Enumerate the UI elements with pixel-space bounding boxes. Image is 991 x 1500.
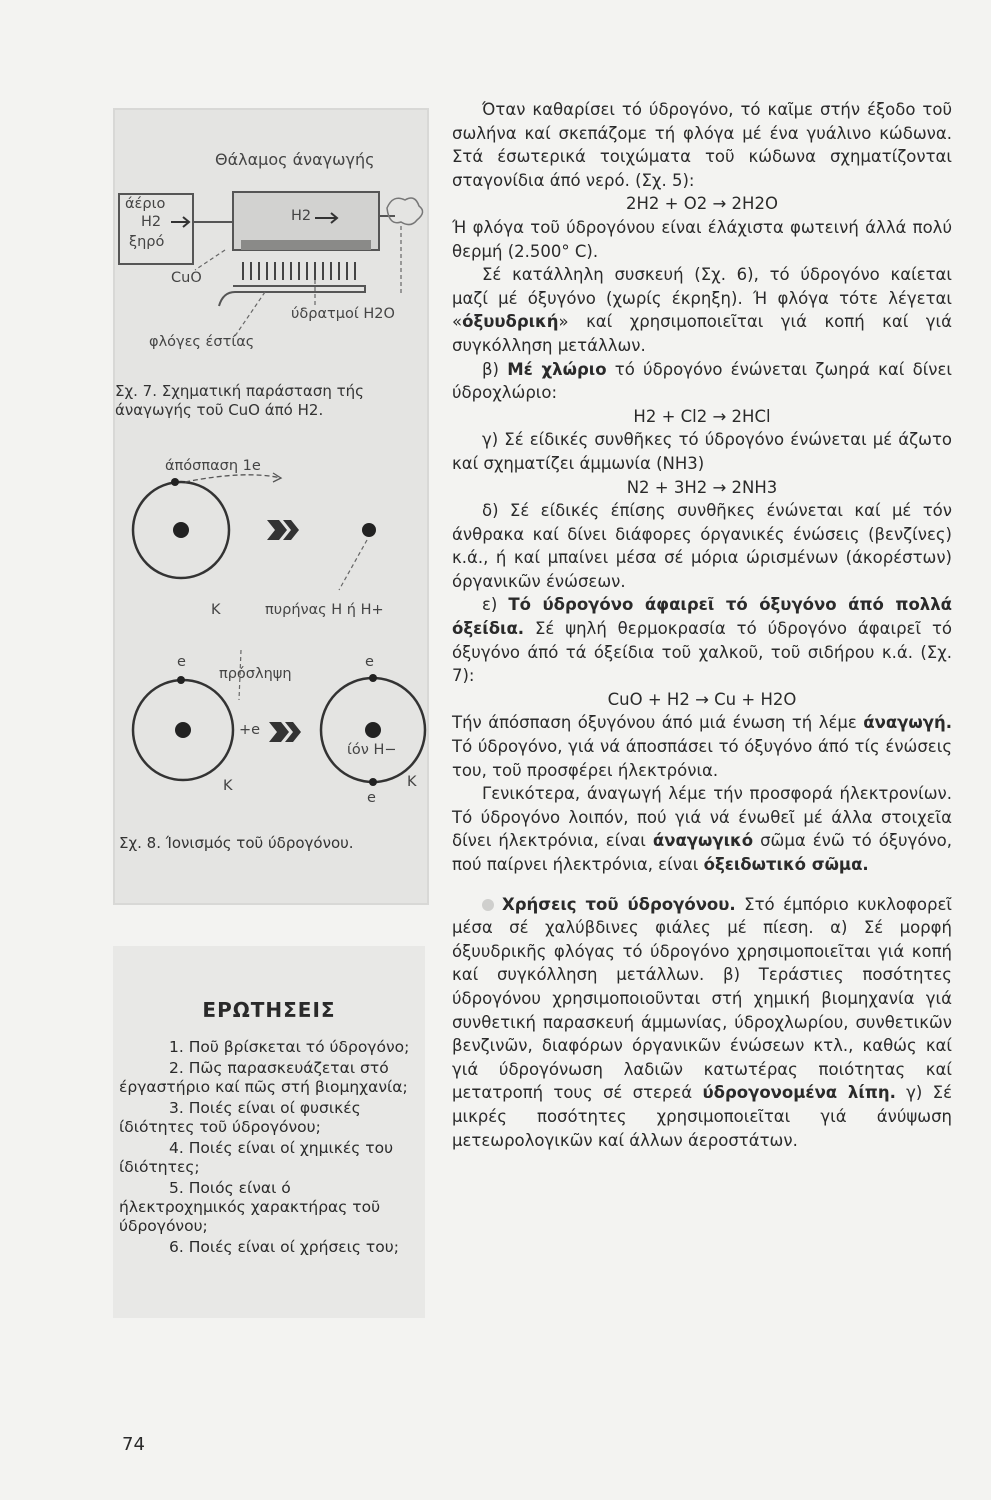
- paragraph-oxyhydrogen: [452, 263, 952, 357]
- gas-label-1: άέριο: [125, 196, 166, 212]
- electron-label-right: e: [365, 654, 374, 670]
- bold-term: Τό ύδρογόνο άφαιρεῖ τό όξυγόνο άπό πολλά όξείδια.: [452, 595, 952, 639]
- paragraph-nitrogen: γ) Σέ είδικές συνθῆκες τό ύδρογόνο ένώνεται μέ άζωτο καί σχηματίζει άμμωνία (NH3): [452, 430, 952, 473]
- gas-label-2: H2: [141, 214, 162, 230]
- question-item: 6. Ποιές είναι οί χρήσεις του;: [169, 1238, 399, 1256]
- questions-title: ΕΡΩΤΗΣΕΙΣ: [202, 998, 336, 1022]
- figure-panel: [113, 108, 429, 905]
- paragraph-flame: Ή φλόγα τοῦ ύδρογόνου είναι έλάχιστα φωτεινή άλλά πολύ θερμή (2.500° C).: [452, 217, 952, 261]
- bold-term: ύδρογονομένα λίπη.: [702, 1083, 896, 1103]
- bold-term: όξειδωτικό σῶμα.: [703, 855, 869, 874]
- bold-term: όξυυδρική: [462, 312, 559, 332]
- paragraph-general-reduction: [452, 782, 952, 876]
- equation-ammonia: N2 + 3H2 → 2NH3: [626, 477, 778, 497]
- text-span: Στό έμπόριο κυκλοφορεῖ μέσα σέ χαλύβδινες φιάλες μέ πίεση. α) Σέ μορφή όξυυδρικῆς φλόγας τό ύδρογόνο χρησιμοποιεῖται γιά κοπή καί συγκόλληση μετάλλων. β) Τεράστιες ποσότητες ύδρογόνου χρησιμοποιοῦνται στή χημική βιομηχανία γιά συνθετική παρασκευή άμμωνίας, ύδροχλωρίου, συνθετικῶν βενζινῶν, διαφόρων όργανικῶν ένώσεων κτλ., καθώς καί γιά ύδρογόνωση λαδιῶν κατωτέρας ποιότητας καί μετατροπή τους σέ στερεά: [452, 894, 952, 1103]
- detach-label: άπόσπαση 1e: [165, 458, 261, 474]
- bold-term: άναγωγή.: [863, 713, 952, 733]
- text-span: Σέ κατάλληλη συσκευή (Σχ. 6), τό ύδρογόνο καίεται μαζί μέ όξυγόνο (χωρίς έκρηξη). Ή φλόγα τότε λέγεται «: [452, 265, 952, 332]
- equation-water: 2H2 + O2 → 2H2O: [626, 194, 778, 214]
- text-span: ε): [482, 595, 509, 615]
- paragraph-chlorine: [452, 358, 952, 405]
- paragraph-carbon: δ) Σέ είδικές έπίσης συνθῆκες ένώνεται καί μέ τόν άνθρακα καί δίνει διάφορες όργανικές ένώσεις (βενζίνες) κ.ά., ή καί μπαίνει μέσα σέ μόρια ώρισμένων (άκορέστων) όργανικῶν ένώσεων.: [452, 501, 952, 591]
- steam-label: ύδρατμοί H2O: [291, 306, 395, 322]
- paragraph-uses: [452, 893, 952, 1153]
- ion-label: ίόν H−: [347, 742, 397, 758]
- bullet-icon: [482, 899, 494, 911]
- text-span: β): [482, 359, 508, 379]
- bold-term: Μέ χλώριο: [507, 359, 607, 379]
- cuo-label: CuO: [171, 270, 202, 286]
- page-number: 74: [122, 1434, 145, 1455]
- electron-label-left: e: [177, 654, 186, 670]
- electron-label-bottom: e: [367, 790, 376, 806]
- chamber-label: Θάλαμος άναγωγής: [215, 150, 375, 169]
- text-span: τό ύδρογόνο ένώνεται ζωηρά καί δίνει ύδροχλώριο:: [452, 359, 952, 403]
- plus-electron-label: +e: [239, 722, 261, 738]
- paragraph-oxides: [452, 593, 952, 687]
- nucleus-label: πυρήνας H ή H+: [265, 602, 384, 618]
- figure7-caption: Σχ. 7. Σχηματική παράσταση τής άναγωγής τοῦ CuO άπό H2.: [115, 382, 364, 419]
- h2-flow-label: H2: [291, 208, 312, 224]
- text-span: Σέ ψηλή θερμοκρασία τό ύδρογόνο άφαιρεῖ τό όξυγόνο άπό τά όξείδια τοῦ χαλκοῦ, τοῦ σιδήρου κ.ά. (Σχ. 7):: [452, 619, 952, 686]
- k-label-bottom-left: K: [223, 778, 233, 794]
- text-span: » καί χρησιμοποιεῖται γιά κοπή καί γιά συγκόλληση μετάλλων.: [452, 312, 952, 355]
- questions-list: [119, 1038, 419, 1259]
- text-span: Τήν άπόσπαση όξυγόνου άπό μιά ένωση τή λέμε: [452, 713, 864, 733]
- bold-term: άναγωγικό: [652, 831, 754, 851]
- text-span: γ) Σέ μικρές ποσότητες χρησιμοποιεῖται γιά άνύψωση μετεωρολογικῶν καί άλλων άεροστάτων.: [452, 1083, 952, 1150]
- k-label-bottom-right: K: [407, 774, 417, 790]
- k-label-top: K: [211, 602, 221, 618]
- flames-label: φλόγες έστίας: [149, 334, 255, 350]
- figure8-caption: Σχ. 8. Ίονισμός τοῦ ύδρογόνου.: [119, 834, 354, 852]
- paragraph-combustion: Όταν καθαρίσει τό ύδρογόνο, τό καῖμε στήν έξοδο τοῦ σωλήνα καί σκεπάζομε τή φλόγα μέ ένα γυάλινο κώδωνα. Στά έσωτερικά τοιχώματα τοῦ κώδωνα σχηματίζονται σταγονίδια άπό νερό. (Σχ. 5):: [452, 100, 952, 190]
- attach-label: πρόσληψη: [219, 666, 292, 682]
- equation-hcl: H2 + Cl2 → 2HCl: [633, 406, 771, 426]
- question-item: 2. Πῶς παρασκευάζεται στό έργαστήριο καί πῶς στή βιομηχανία;: [119, 1059, 408, 1096]
- question-item: 4. Ποιές είναι οί χημικές του ίδιότητες;: [119, 1139, 394, 1176]
- question-item: 3. Ποιές είναι οί φυσικές ίδιότητες τοῦ ύδρογόνου;: [119, 1099, 361, 1136]
- question-item: 1. Ποῦ βρίσκεται τό ύδρογόνο;: [169, 1038, 410, 1056]
- question-item: 5. Ποιός είναι ό ήλεκτροχημικός χαρακτήρας τοῦ ύδρογόνου;: [119, 1179, 381, 1235]
- text-span: σῶμα ένῶ τό όξυγόνο, πού παίρνει ήλεκτρόνια, είναι: [452, 831, 952, 874]
- text-span: Τό ύδρογόνο, γιά νά άποσπάσει τό όξυγόνο άπό τίς ένώσεις του, τοῦ προσφέρει ήλεκτρόνια.: [452, 737, 952, 780]
- bold-term: Χρήσεις τοῦ ύδρογόνου.: [502, 894, 736, 914]
- main-text: [452, 98, 952, 1152]
- text-span: Γενικότερα, άναγωγή λέμε τήν προσφορά ήλεκτρονίων. Τό ύδρογόνο λοιπόν, πού γιά νά ένωθεῖ μέ άλλα στοιχεῖα δίνει ήλεκτρόνια, είναι: [452, 784, 952, 851]
- paragraph-reduction: [452, 711, 952, 782]
- questions-box: [113, 946, 425, 1318]
- equation-copper: CuO + H2 → Cu + H2O: [607, 689, 797, 709]
- gas-label-3: ξηρό: [129, 234, 165, 250]
